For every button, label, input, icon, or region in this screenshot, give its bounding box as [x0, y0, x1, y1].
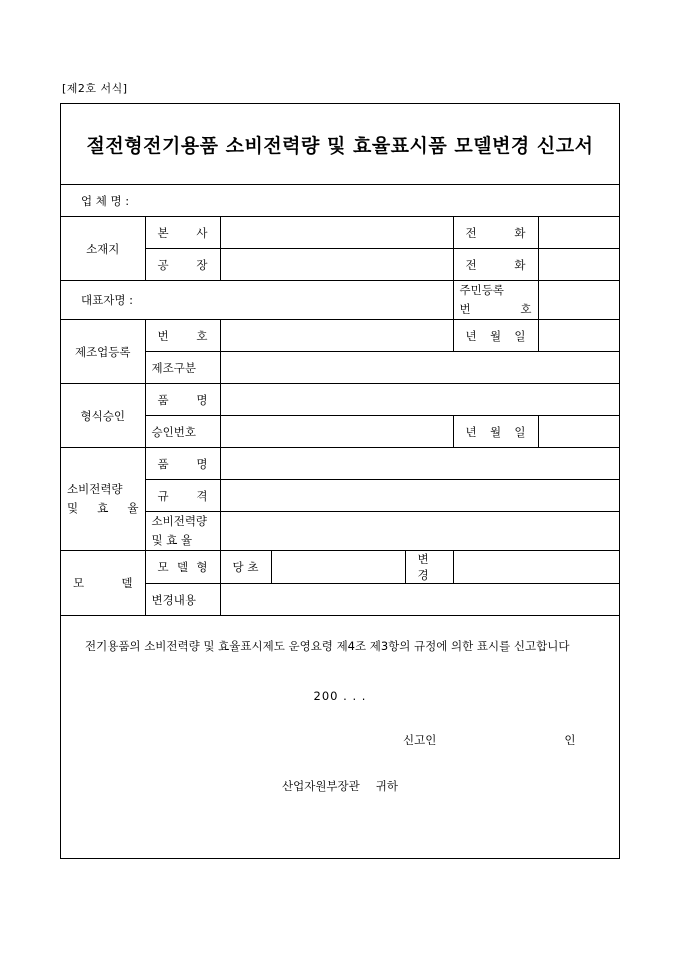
factory-phone-field[interactable] — [538, 249, 619, 281]
head-office-label: 본 사 — [145, 217, 220, 249]
manufacturing-date-field[interactable] — [538, 320, 619, 352]
manufacturing-row-number — [61, 320, 619, 352]
efficiency-row-product — [61, 448, 619, 480]
representative-row — [61, 281, 619, 320]
approval-number-label: 승인번호 — [145, 416, 220, 448]
declaration-section — [61, 616, 619, 796]
manufacturing-label: 제조업등록 — [61, 320, 145, 384]
type-approval-label: 형식승인 — [61, 384, 145, 448]
location-row-head-office — [61, 217, 619, 249]
company-name-label: 업 체 명 : — [81, 193, 130, 208]
power-efficiency-label-line2: 및 효 율 — [67, 501, 139, 515]
efficiency-product-name-label: 품 명 — [145, 448, 220, 480]
form-title: 절전형전기용품 소비전력량 및 효율표시품 모델변경 신고서 — [86, 134, 594, 157]
manufacturing-category-label: 제조구분 — [145, 352, 220, 384]
approval-product-name-field[interactable] — [220, 384, 619, 416]
head-office-phone-field[interactable] — [538, 217, 619, 249]
approval-row-number — [61, 416, 619, 448]
model-changed-field[interactable] — [453, 551, 619, 584]
location-label: 소재지 — [61, 217, 145, 281]
efficiency-row-value — [61, 512, 619, 551]
change-details-field[interactable] — [220, 584, 619, 616]
change-details-label: 변경내용 — [145, 584, 220, 616]
efficiency-value-field[interactable] — [220, 512, 619, 551]
resident-number-field[interactable] — [538, 281, 619, 320]
manufacturing-row-category — [61, 352, 619, 384]
approval-row-product — [61, 384, 619, 416]
location-row-factory — [61, 249, 619, 281]
model-row-details — [61, 584, 619, 616]
form-number-label: [제2호 서식] — [62, 82, 128, 95]
approval-date-field[interactable] — [538, 416, 619, 448]
resident-number-label — [453, 281, 538, 320]
manufacturing-date-label: 년 월 일 — [453, 320, 538, 352]
resident-number-label-line2: 번 호 — [459, 302, 532, 316]
approval-date-label: 년 월 일 — [453, 416, 538, 448]
efficiency-value-label-line2: 및 효 율 — [151, 533, 193, 547]
seal-mark: 인 — [564, 733, 576, 747]
power-efficiency-label-line1: 소비전력량 — [67, 482, 123, 496]
efficiency-spec-label: 규 격 — [145, 480, 220, 512]
factory-phone-label: 전 화 — [453, 249, 538, 281]
declarant-label: 신고인 — [403, 733, 437, 747]
declaration-text: 전기용품의 소비전력량 및 효율표시제도 운영요령 제4조 제3항의 규정에 의한 표시를 신고합니다 — [85, 639, 570, 653]
head-office-phone-label: 전 화 — [453, 217, 538, 249]
company-name-field[interactable] — [61, 185, 619, 217]
title-row — [61, 104, 619, 185]
representative-name-field[interactable] — [61, 281, 453, 320]
resident-number-label-line1: 주민등록 — [459, 283, 504, 297]
factory-label: 공 장 — [145, 249, 220, 281]
addressee-line — [85, 776, 595, 796]
efficiency-value-label — [145, 512, 220, 551]
declaration-date[interactable]: 200 . . . — [313, 689, 367, 703]
company-row — [61, 185, 619, 217]
representative-name-label: 대표자명 : — [81, 293, 133, 307]
honorific: 귀하 — [375, 779, 398, 793]
model-changed-label: 변 경 — [405, 551, 453, 584]
manufacturing-number-field[interactable] — [220, 320, 453, 352]
model-label: 모 델 — [61, 551, 145, 616]
approval-number-field[interactable] — [220, 416, 453, 448]
form-grid — [61, 185, 619, 616]
head-office-address-field[interactable] — [220, 217, 453, 249]
report-form — [60, 103, 620, 859]
model-original-label: 당 초 — [220, 551, 271, 584]
factory-address-field[interactable] — [220, 249, 453, 281]
model-type-label: 모 델 형 — [145, 551, 220, 584]
efficiency-spec-field[interactable] — [220, 480, 619, 512]
approval-product-name-label: 품 명 — [145, 384, 220, 416]
manufacturing-number-label: 번 호 — [145, 320, 220, 352]
efficiency-value-label-line1: 소비전력량 — [151, 514, 208, 528]
power-efficiency-label — [61, 448, 145, 551]
model-original-field[interactable] — [271, 551, 405, 584]
manufacturing-category-field[interactable] — [220, 352, 619, 384]
efficiency-product-name-field[interactable] — [220, 448, 619, 480]
efficiency-row-spec — [61, 480, 619, 512]
addressee: 산업자원부장관 — [282, 779, 360, 793]
declarant-line — [85, 730, 595, 750]
model-row-type — [61, 551, 619, 584]
